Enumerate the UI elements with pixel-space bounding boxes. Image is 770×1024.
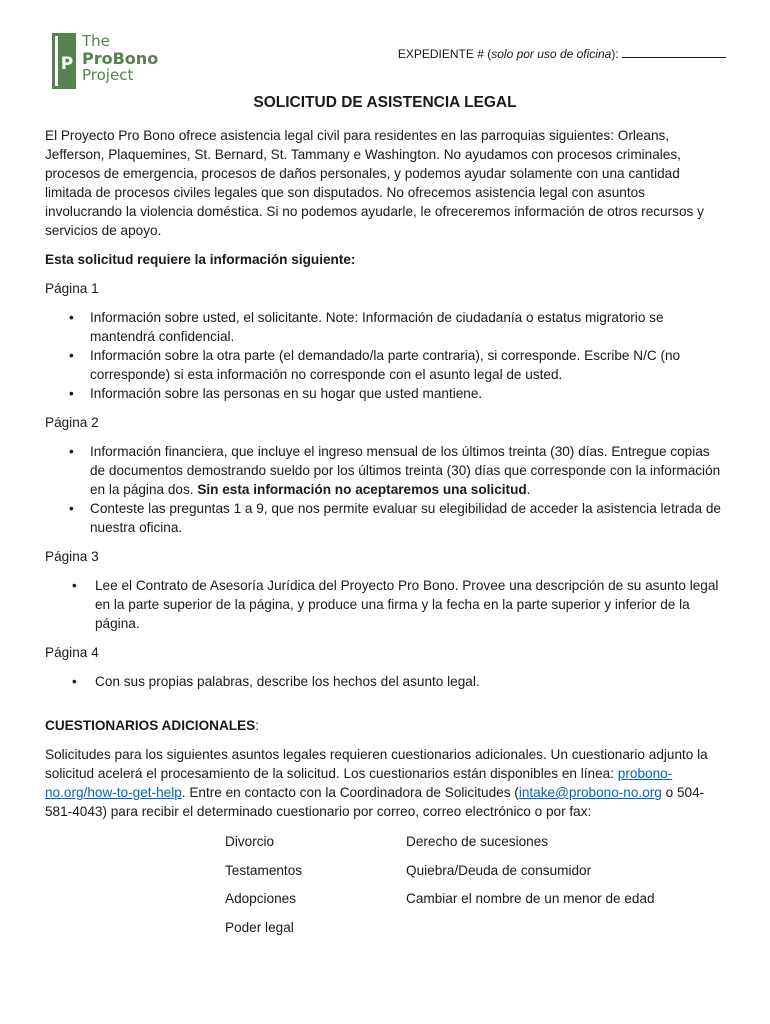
- page1-list: [45, 308, 725, 403]
- additional-paragraph: [45, 745, 725, 821]
- additional-heading-colon: :: [255, 718, 259, 733]
- logo-mark-icon: [52, 33, 76, 89]
- additional-text-1: Solicitudes para los siguientes asuntos legales requieren cuestionarios adicionales. Un cuestionario adjunto la solicitud acelerá el procesamiento de la solicitud. Los cuestionarios están disponibles en línea:: [45, 747, 708, 781]
- list-item: • Información sobre las personas en su hogar que usted mantiene.: [45, 384, 725, 403]
- list-item: • Conteste las preguntas 1 a 9, que nos permite evaluar su elegibilidad de acceder la asistencia letrada de nuestra oficina.: [45, 499, 725, 537]
- requirements-heading: Esta solicitud requiere la información siguiente:: [45, 252, 356, 267]
- logo-line-1: The: [82, 32, 110, 50]
- page2-item1-end: .: [526, 482, 531, 497]
- svg-text:P: P: [60, 54, 74, 74]
- case-number-note: solo por uso de oficina: [491, 47, 612, 61]
- intro-paragraph: El Proyecto Pro Bono ofrece asistencia legal civil para residentes en las parroquias siguientes: Orleans, Jefferson, Plaquemines, St. Bernard, St. Tammany e Washington. No ayudamos con procesos criminales, procesos de emergencia, procesos de daños personales, y podemos ayudar solamente con una cantidad limitada de procesos civiles legales que son disputados. No ofrecemos asistencia legal con asuntos involucrando la violencia doméstica. Si no podemos ayudarle, le ofreceremos información de otros recursos y servicios de apoyo.: [45, 128, 704, 238]
- additional-text-2: . Entre en contacto con la Coordinadora de Solicitudes (: [181, 785, 519, 800]
- page-title: SOLICITUD DE ASISTENCIA LEGAL: [253, 94, 517, 111]
- matter-power-of-attorney: Poder legal: [225, 919, 294, 935]
- matters-list: [225, 832, 725, 937]
- page4-list: [45, 672, 725, 691]
- matter-succession: Derecho de sucesiones: [406, 834, 549, 849]
- list-item: [45, 442, 725, 499]
- page2-item1-bold: Sin esta información no aceptaremos una solicitud: [197, 482, 527, 497]
- website-link[interactable]: probono-no.org/how-to-get-help: [45, 766, 673, 800]
- list-item: • Lee el Contrato de Asesoría Jurídica del Proyecto Pro Bono. Provee una descripción de su asunto legal en la parte superior de la página, y produce una firma y la fecha en la parte superior y inferior de la página.: [45, 576, 725, 633]
- page1-label: Página 1: [45, 281, 99, 296]
- case-number-field: [398, 47, 726, 61]
- probono-logo: [52, 33, 158, 89]
- page2-item1-text: Información financiera, que incluye el ingreso mensual de los últimos treinta (30) días. Entregue copias de documentos demostrando sueldo por los últimos treinta (30) días que corresponde con la información en la página dos.: [90, 444, 721, 497]
- additional-text-3: o 504-581-4043) para recibir el determinado cuestionario por correo, correo electrónico o por fax:: [45, 785, 705, 819]
- matter-wills: Testamentos: [225, 862, 303, 878]
- page4-label: Página 4: [45, 645, 99, 660]
- additional-heading: [45, 716, 725, 735]
- logo-line-2: ProBono: [82, 49, 159, 68]
- email-link[interactable]: intake@probono-no.org: [518, 785, 662, 800]
- matter-divorce: Divorcio: [225, 834, 275, 849]
- document-body: [45, 126, 725, 937]
- additional-heading-text: CUESTIONARIOS ADICIONALES: [45, 718, 256, 733]
- page3-list: [45, 576, 725, 633]
- page2-label: Página 2: [45, 415, 99, 430]
- logo-wordmark: [82, 33, 158, 84]
- case-number-prefix: EXPEDIENTE # (: [397, 47, 492, 61]
- matter-adoptions: Adopciones: [225, 891, 297, 906]
- list-item: • Información sobre la otra parte (el demandado/la parte contraria), si corresponde. Escribe N/C (no corresponde) si esta información no corresponde con el asunto legal de usted.: [45, 346, 725, 384]
- page2-list: [45, 442, 725, 537]
- case-number-suffix: ):: [611, 47, 619, 61]
- list-item: • Información sobre usted, el solicitante. Note: Información de ciudadanía o estatus migratorio se mantendrá confidencial.: [45, 308, 725, 346]
- list-item: • Con sus propias palabras, describe los hechos del asunto legal.: [45, 672, 725, 691]
- case-number-blank: [622, 47, 726, 58]
- matter-minor-name-change: Cambiar el nombre de un menor de edad: [406, 891, 655, 906]
- page3-label: Página 3: [45, 549, 99, 564]
- logo-line-3: Project: [82, 66, 134, 84]
- matter-bankruptcy: Quiebra/Deuda de consumidor: [406, 862, 592, 878]
